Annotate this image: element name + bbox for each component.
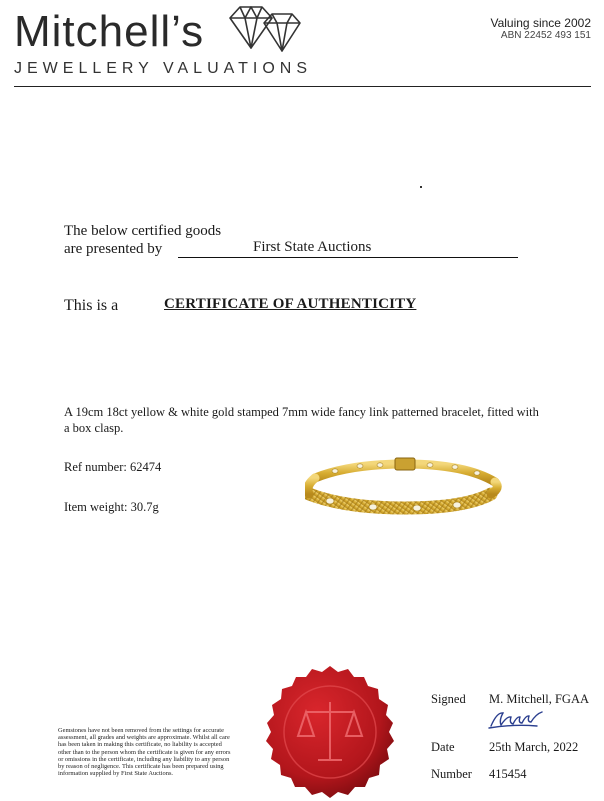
certificate-title: CERTIFICATE OF AUTHENTICITY bbox=[164, 296, 417, 312]
abn-number: ABN 22452 493 151 bbox=[500, 30, 591, 41]
signed-value: M. Mitchell, FGAA bbox=[489, 692, 589, 706]
presenter-name: First State Auctions bbox=[253, 239, 372, 255]
ref-number: Ref number: 62474 bbox=[64, 460, 162, 474]
signed-label: Signed bbox=[431, 692, 466, 706]
this-is-label: This is a bbox=[64, 297, 119, 314]
item-description: A 19cm 18ct yellow & white gold stamped 7mm wide fancy link patterned bracelet, fitted with a box clasp. bbox=[64, 405, 539, 435]
signature-mark bbox=[487, 708, 547, 730]
diamond-icon bbox=[226, 4, 304, 56]
wax-seal-scales-icon bbox=[262, 664, 398, 800]
number-label: Number bbox=[431, 767, 472, 781]
bracelet-photo bbox=[305, 450, 505, 528]
intro-line-2: are presented by bbox=[64, 241, 163, 257]
date-value: 25th March, 2022 bbox=[489, 740, 579, 754]
intro-line-1: The below certified goods bbox=[64, 223, 222, 239]
speck bbox=[420, 186, 422, 188]
number-value: 415454 bbox=[489, 767, 527, 781]
header-divider bbox=[14, 86, 591, 87]
brand-name: Mitchell’s bbox=[14, 7, 205, 56]
presenter-field bbox=[178, 239, 518, 258]
item-weight: Item weight: 30.7g bbox=[64, 500, 159, 514]
date-label: Date bbox=[431, 740, 455, 754]
disclaimer-text: Gemstones have not been removed from the settings for accurate assessment, all grades and weights are approximate. Whilst all care has been taken in making this certificate, no liability is accepted other than to the person whom the certificate is given for any errors or omissions in the certificate, including any liability to any person by reason of negligence. This certificate has been prepared using information supplied by First State Auctions. bbox=[58, 727, 231, 778]
tagline: JEWELLERY VALUATIONS bbox=[14, 60, 312, 77]
valuing-since: Valuing since 2002 bbox=[490, 16, 591, 30]
